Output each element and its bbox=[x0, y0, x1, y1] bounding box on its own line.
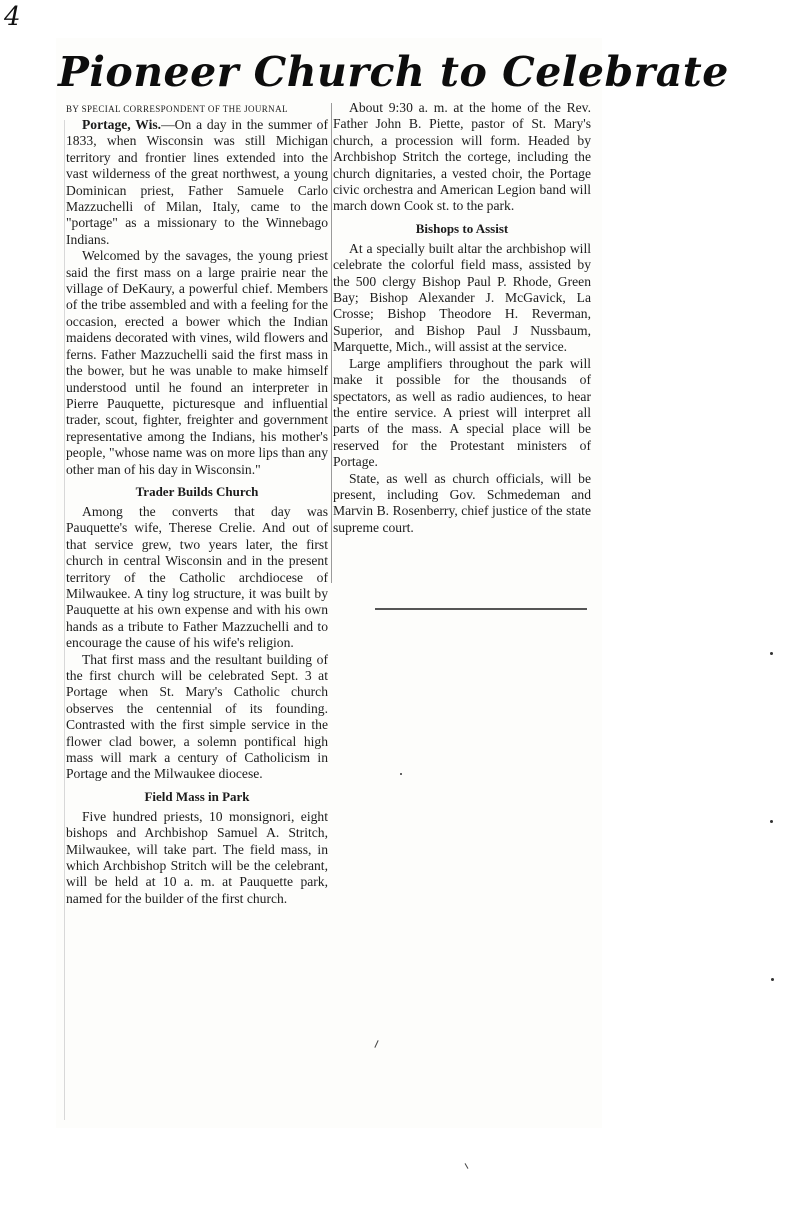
scan-speck bbox=[400, 773, 402, 775]
left-column bbox=[66, 103, 328, 907]
paragraph-altar: At a specially built altar the archbishop will celebrate the colorful field mass, assisted by the 500 clergy Bishop Paul P. Rhode, Green Bay; Bishop Alexander J. McGavick, La Crosse; Bishop Theodore H. Reverman, Superior, and Bishop Paul J Nussbaum, Marquette, Mich., will assist at the service. bbox=[333, 240, 591, 355]
paragraph-first-mass: That first mass and the resultant building of the first church will be celebrated Sept. 3 at Portage when St. Mary's Catholic church observes the centennial of its founding. Contrasted with the first simple service in the flower clad bower, a solemn pontifical high mass will mark a century of Catholicism in Portage and the Milwaukee diocese. bbox=[66, 651, 328, 782]
column-divider bbox=[331, 103, 332, 583]
subhead-field-mass: Field Mass in Park bbox=[144, 788, 250, 804]
dateline: Portage, Wis. bbox=[82, 117, 162, 132]
subhead-bishops-to-assist: Bishops to Assist bbox=[415, 220, 509, 236]
subhead-trader-builds-church: Trader Builds Church bbox=[135, 483, 259, 499]
page-number: 4 bbox=[4, 2, 21, 32]
paragraph-procession: About 9:30 a. m. at the home of the Rev. Father John B. Piette, pastor of St. Mary's church, a procession will form. Headed by Archbishop Stritch the cortege, including the church dignitaries, a vested choir, the Portage civic orchestra and American Legion band will march down Cook st. to the park. bbox=[333, 100, 591, 214]
end-rule bbox=[375, 608, 587, 610]
paragraph-welcomed: Welcomed by the savages, the young priest said the first mass on a large prairie near the village of DeKaury, a powerful chief. Members of the tribe assembled and with a feeling for the occasion, erected a bower which the Indian maidens decorated with vines, wild flowers and ferns. Father Mazzuchelli said the first mass in the bower, but he was unable to make himself understood until he found an interpreter in Pierre Pauquette, picturesque and influential trader, scout, fighter, freighter and government representative among the Indians, his mother's people, "whose name was on more lips than any other man of his day in Wisconsin." bbox=[66, 248, 328, 477]
paragraph-officials: State, as well as church officials, will be present, including Gov. Schmedeman and Marvin B. Rosenberry, chief justice of the state supreme court. bbox=[333, 470, 591, 535]
paragraph-intro bbox=[66, 117, 328, 248]
scan-mark bbox=[465, 1163, 469, 1169]
byline: BY SPECIAL CORRESPONDENT OF THE JOURNAL bbox=[66, 104, 288, 114]
right-column bbox=[333, 100, 591, 536]
paragraph-amplifiers: Large amplifiers throughout the park will make it possible for the thousands of spectators, as well as radio audiences, to hear the entire service. A priest will interpret all parts of the mass. A special place will be reserved for the Protestant ministers of Portage. bbox=[333, 355, 591, 470]
paragraph-intro-text: —On a day in the summer of 1833, when Wisconsin was still Michigan territory and frontier lines extended into the vast wilderness of the great northwest, a young Dominican priest, Father Samuele Carlo Mazzuchelli of Milan, Italy, came to the "portage" as a missionary to the Winnebago Indians. bbox=[66, 117, 329, 247]
paragraph-converts: Among the converts that day was Pauquette's wife, Therese Crelie. And out of that service grew, two years later, the first church in central Wisconsin and in the present territory of the Catholic archdiocese of Milwaukee. A tiny log structure, it was built by Pauquette at his own expense and with his own hands as a tribute to Father Mazzuchelli and to encourage the cause of his wife's religion. bbox=[66, 503, 328, 651]
scan-speck bbox=[771, 978, 774, 981]
scan-speck bbox=[770, 820, 773, 823]
paragraph-five-hundred-priests: Five hundred priests, 10 monsignori, eight bishops and Archbishop Samuel A. Stritch, Milwaukee, will take part. The field mass, in which Archbishop Stritch will be the celebrant, will be held at 10 a. m. at Pauquette park, named for the builder of the first church. bbox=[66, 808, 328, 906]
clipping-edge bbox=[64, 120, 65, 1120]
scan-speck bbox=[770, 652, 773, 655]
headline: Pioneer Church to Celebrate bbox=[58, 48, 729, 96]
